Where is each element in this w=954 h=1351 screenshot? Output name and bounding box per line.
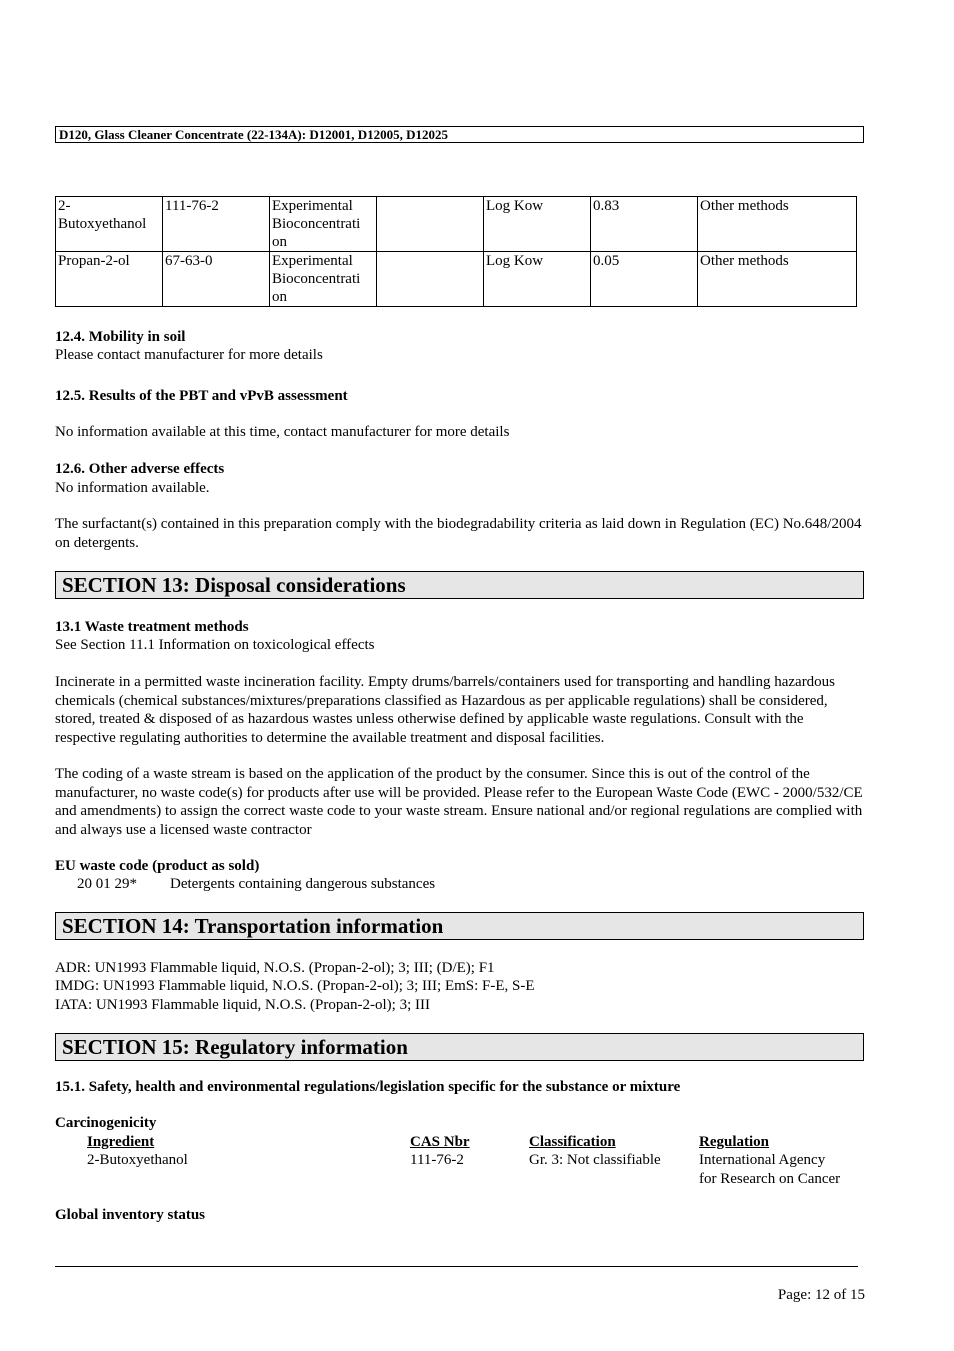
waste-coding-paragraph: The coding of a waste stream is based on the application of the product by the consumer. Since this is out of the control of the manufacturer, no waste code(s) for products after use will be provided. Please refer to the European Waste Code (EWC - 2000/532/CE and amendments) to assign the correct waste code to your waste stream. Ensure national and/or regional regulations are complied with and always use a licensed waste contractor xyxy=(55,766,863,838)
page-number: Page: 12 of 15 xyxy=(777,1287,865,1303)
col-header-regulation: Regulation xyxy=(699,1134,770,1150)
surfactant-text: The surfactant(s) contained in this preparation comply with the biodegradability criteria as laid down in Regulation (EC) No.648/2004 on detergents. xyxy=(55,516,862,551)
transport-adr: ADR: UN1993 Flammable liquid, N.O.S. (Propan-2-ol); 3; III; (D/E); F1 xyxy=(55,960,495,976)
transport-imdg: IMDG: UN1993 Flammable liquid, N.O.S. (Propan-2-ol); 3; III; EmS: F-E, S-E xyxy=(55,978,535,994)
pbt-text: No information available at this time, contact manufacturer for more details xyxy=(55,424,510,440)
carc-regulation: International Agency for Research on Cancer xyxy=(699,1152,841,1187)
incinerate-paragraph: Incinerate in a permitted waste incineration facility. Empty drums/barrels/containers used for transporting and handling hazardous chemicals (chemical substances/mixtures/preparations classified as Hazardous as per applicable regulations) shall be considered, stored, treated & disposed of as hazardous wastes unless otherwise defined by applicable waste regulations. Consult with the respective regulating authorities to determine the available treatment and disposal facilities. xyxy=(55,674,836,746)
table-cell-study: Experimental Bioconcentrati on xyxy=(270,197,377,252)
ecotox-table xyxy=(55,196,857,307)
table-row xyxy=(56,252,857,307)
adverse-effects-heading: 12.6. Other adverse effects xyxy=(55,461,225,477)
table-cell-organism xyxy=(377,197,484,252)
col-header-cas: CAS Nbr xyxy=(410,1134,470,1150)
adverse-effects-text: No information available. xyxy=(55,480,210,496)
col-header-ingredient: Ingredient xyxy=(87,1134,155,1150)
waste-treatment-text: See Section 11.1 Information on toxicological effects xyxy=(55,637,375,653)
section-15-title: SECTION 15: Regulatory information xyxy=(55,1033,864,1061)
regulations-heading: 15.1. Safety, health and environmental regulations/legislation specific for the substance or mixture xyxy=(55,1079,681,1095)
eu-waste-code: 20 01 29* xyxy=(77,876,137,892)
carcinogenicity-heading: Carcinogenicity xyxy=(55,1115,157,1131)
table-cell-test-type: Log Kow xyxy=(484,197,591,252)
table-cell-cas: 67-63-0 xyxy=(163,252,270,307)
mobility-heading: 12.4. Mobility in soil xyxy=(55,329,186,345)
table-cell-organism xyxy=(377,252,484,307)
eu-waste-code-heading: EU waste code (product as sold) xyxy=(55,858,260,874)
table-cell-result: 0.83 xyxy=(591,197,698,252)
table-cell-study: Experimental Bioconcentrati on xyxy=(270,252,377,307)
footer-divider xyxy=(55,1266,858,1267)
carc-classification: Gr. 3: Not classifiable xyxy=(529,1152,661,1168)
waste-treatment-heading: 13.1 Waste treatment methods xyxy=(55,619,249,635)
table-cell-substance: 2- Butoxyethanol xyxy=(56,197,163,252)
table-cell-method: Other methods xyxy=(698,197,857,252)
section-14-title: SECTION 14: Transportation information xyxy=(55,912,864,940)
table-cell-substance: Propan-2-ol xyxy=(56,252,163,307)
carc-cas: 111-76-2 xyxy=(410,1152,464,1168)
document-header: D120, Glass Cleaner Concentrate (22-134A): D12001, D12005, D12025 xyxy=(55,126,864,143)
global-inventory-heading: Global inventory status xyxy=(55,1207,206,1223)
mobility-text: Please contact manufacturer for more details xyxy=(55,347,323,363)
transport-iata: IATA: UN1993 Flammable liquid, N.O.S. (Propan-2-ol); 3; III xyxy=(55,997,430,1013)
table-cell-cas: 111-76-2 xyxy=(163,197,270,252)
table-cell-result: 0.05 xyxy=(591,252,698,307)
table-row xyxy=(56,197,857,252)
carc-ingredient: 2-Butoxyethanol xyxy=(87,1152,188,1168)
table-cell-test-type: Log Kow xyxy=(484,252,591,307)
col-header-classification: Classification xyxy=(529,1134,616,1150)
pbt-heading: 12.5. Results of the PBT and vPvB assessment xyxy=(55,388,348,404)
section-13-title: SECTION 13: Disposal considerations xyxy=(55,571,864,599)
eu-waste-code-description: Detergents containing dangerous substances xyxy=(170,876,436,892)
table-cell-method: Other methods xyxy=(698,252,857,307)
